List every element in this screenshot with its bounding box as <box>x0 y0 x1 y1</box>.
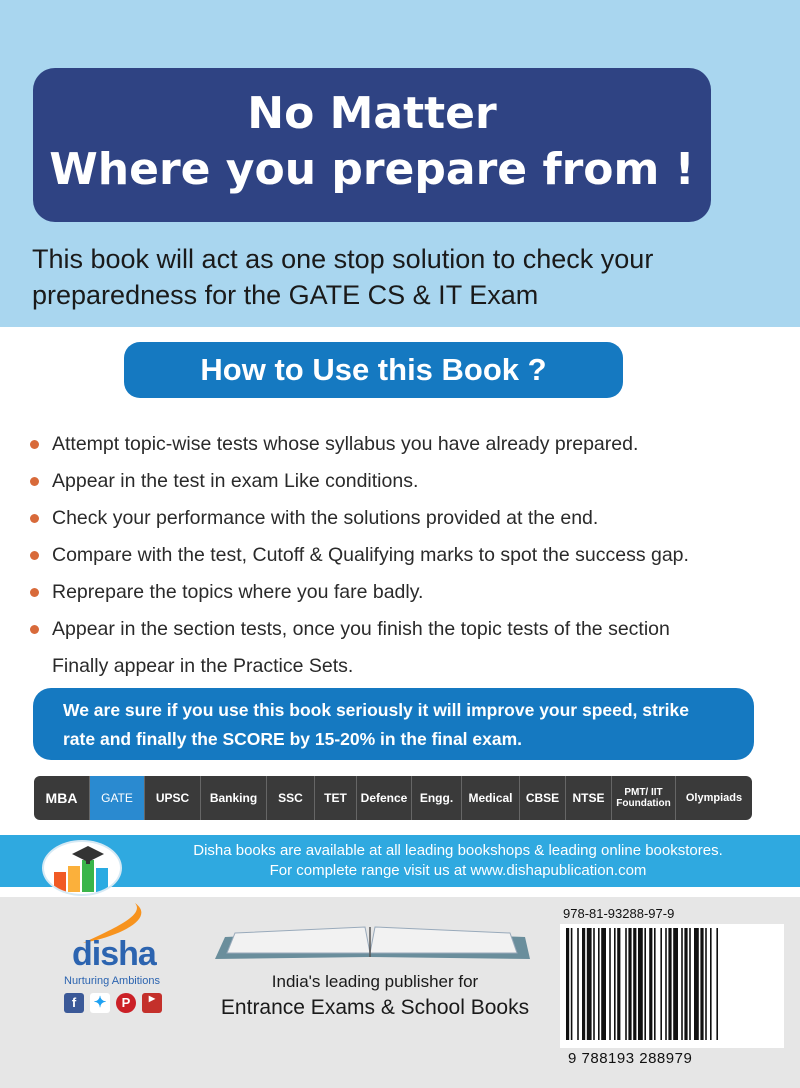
brand-tagline: Nurturing Ambitions <box>64 975 160 987</box>
barcode-bar <box>633 928 636 1040</box>
barcode-bar <box>673 928 678 1040</box>
bullet-dot-icon <box>30 440 39 449</box>
list-item-text: Finally appear in the Practice Sets. <box>52 655 354 677</box>
barcode-bar <box>710 928 712 1040</box>
callout-line-2: rate and finally the SCORE by 15-20% in the final exam. <box>63 729 523 749</box>
bullet-dot-icon <box>30 514 39 523</box>
barcode-bar <box>617 928 620 1040</box>
barcode-bar <box>644 928 646 1040</box>
barcode-bar <box>577 928 579 1040</box>
callout-line-1: We are sure if you use this book seriously it will improve your speed, strike <box>63 700 689 720</box>
bullet-dot-icon <box>30 588 39 597</box>
list-item <box>30 615 790 652</box>
bullet-dot-icon <box>30 477 39 486</box>
barcode-bar <box>654 928 656 1040</box>
availability-line-1: Disha books are available at all leading bookshops & leading online bookstores. <box>193 842 723 859</box>
barcode-bar <box>700 928 703 1040</box>
publisher-line-2: Entrance Exams & School Books <box>220 996 530 1019</box>
exam-tab-tet: TET <box>315 776 357 820</box>
exam-tab-ntse: NTSE <box>566 776 612 820</box>
barcode-bar <box>716 928 718 1040</box>
publisher-line-1: India's leading publisher for <box>271 972 479 991</box>
barcode-bar <box>566 928 569 1040</box>
exam-tab-pmt-iit-foundation: PMT/ IIT Foundation <box>612 776 676 820</box>
howto-list <box>30 430 790 689</box>
score-callout <box>33 688 754 760</box>
list-item-final <box>30 652 790 689</box>
list-item-text: Appear in the section tests, once you finish the topic tests of the section <box>52 618 670 640</box>
availability-text <box>128 841 788 881</box>
list-item-text: Check your performance with the solutions provided at the end. <box>52 507 599 529</box>
list-item-text: Reprepare the topics where you fare badly. <box>52 581 424 603</box>
list-item <box>30 430 790 467</box>
barcode-bar <box>668 928 671 1040</box>
barcode-bar <box>609 928 611 1040</box>
isbn-number: 978-81-93288-97-9 <box>563 906 675 921</box>
barcode-bar <box>638 928 643 1040</box>
publisher-statement <box>205 970 545 1022</box>
headline-box <box>33 68 711 222</box>
exam-tab-olympiads: Olympiads <box>685 791 743 804</box>
barcode-bar <box>571 928 573 1040</box>
barcode-bar <box>694 928 699 1040</box>
barcode-bar <box>625 928 627 1040</box>
barcode-bar <box>649 928 652 1040</box>
exam-category-bar <box>34 776 752 820</box>
exam-tab-medical: Medical <box>462 776 520 820</box>
brand-name: disha <box>72 935 156 973</box>
barcode-bar <box>660 928 662 1040</box>
barcode-digits: 9 788193 288979 <box>568 1050 693 1067</box>
intro-line-2: preparedness for the GATE CS & IT Exam <box>32 280 539 310</box>
barcode-bar <box>684 928 687 1040</box>
barcode-bar <box>689 928 691 1040</box>
howto-title: How to Use this Book ? <box>124 342 623 398</box>
intro-line-1: This book will act as one stop solution to check your <box>32 244 654 274</box>
barcode-bar <box>681 928 683 1040</box>
twitter-icon[interactable]: ✦ <box>90 993 110 1013</box>
barcode-bar <box>582 928 585 1040</box>
list-item-text: Appear in the test in exam Like conditions. <box>52 470 419 492</box>
bullet-dot-icon <box>30 551 39 560</box>
barcode-bar <box>665 928 667 1040</box>
barcode-icon <box>560 924 784 1048</box>
exam-tab-mba: MBA <box>34 776 90 820</box>
exam-tab-banking: Banking <box>201 776 267 820</box>
barcode-bar <box>593 928 595 1040</box>
open-book-icon <box>205 897 535 967</box>
exam-tab-cbse: CBSE <box>520 776 566 820</box>
list-item-text: Attempt topic-wise tests whose syllabus you have already prepared. <box>52 433 639 455</box>
barcode-bar <box>705 928 707 1040</box>
bullet-dot-icon <box>30 625 39 634</box>
list-item-text: Compare with the test, Cutoff & Qualifying marks to spot the success gap. <box>52 544 689 566</box>
barcode-bar <box>628 928 631 1040</box>
social-links <box>64 993 162 1013</box>
facebook-icon[interactable]: f <box>64 993 84 1013</box>
exam-tab-engg: Engg. <box>412 776 462 820</box>
pinterest-icon[interactable]: P <box>116 993 136 1013</box>
intro-text <box>32 241 772 313</box>
barcode-bar <box>601 928 606 1040</box>
exam-tab-ssc: SSC <box>267 776 315 820</box>
barcode-bar <box>587 928 592 1040</box>
barcode-bar <box>598 928 600 1040</box>
headline-line-2: Where you prepare from ! <box>49 144 695 195</box>
headline-line-1: No Matter <box>247 88 497 139</box>
list-item <box>30 504 790 541</box>
exam-tab-defence: Defence <box>357 776 412 820</box>
list-item <box>30 541 790 578</box>
barcode-bar <box>614 928 616 1040</box>
education-icon <box>42 840 122 896</box>
exam-tab-upsc: UPSC <box>145 776 201 820</box>
availability-line-2: For complete range visit us at www.dishapublication.com <box>269 862 647 879</box>
youtube-icon[interactable]: ▶ <box>142 993 162 1013</box>
exam-tab-gate: GATE <box>90 776 145 820</box>
list-item <box>30 467 790 504</box>
list-item <box>30 578 790 615</box>
